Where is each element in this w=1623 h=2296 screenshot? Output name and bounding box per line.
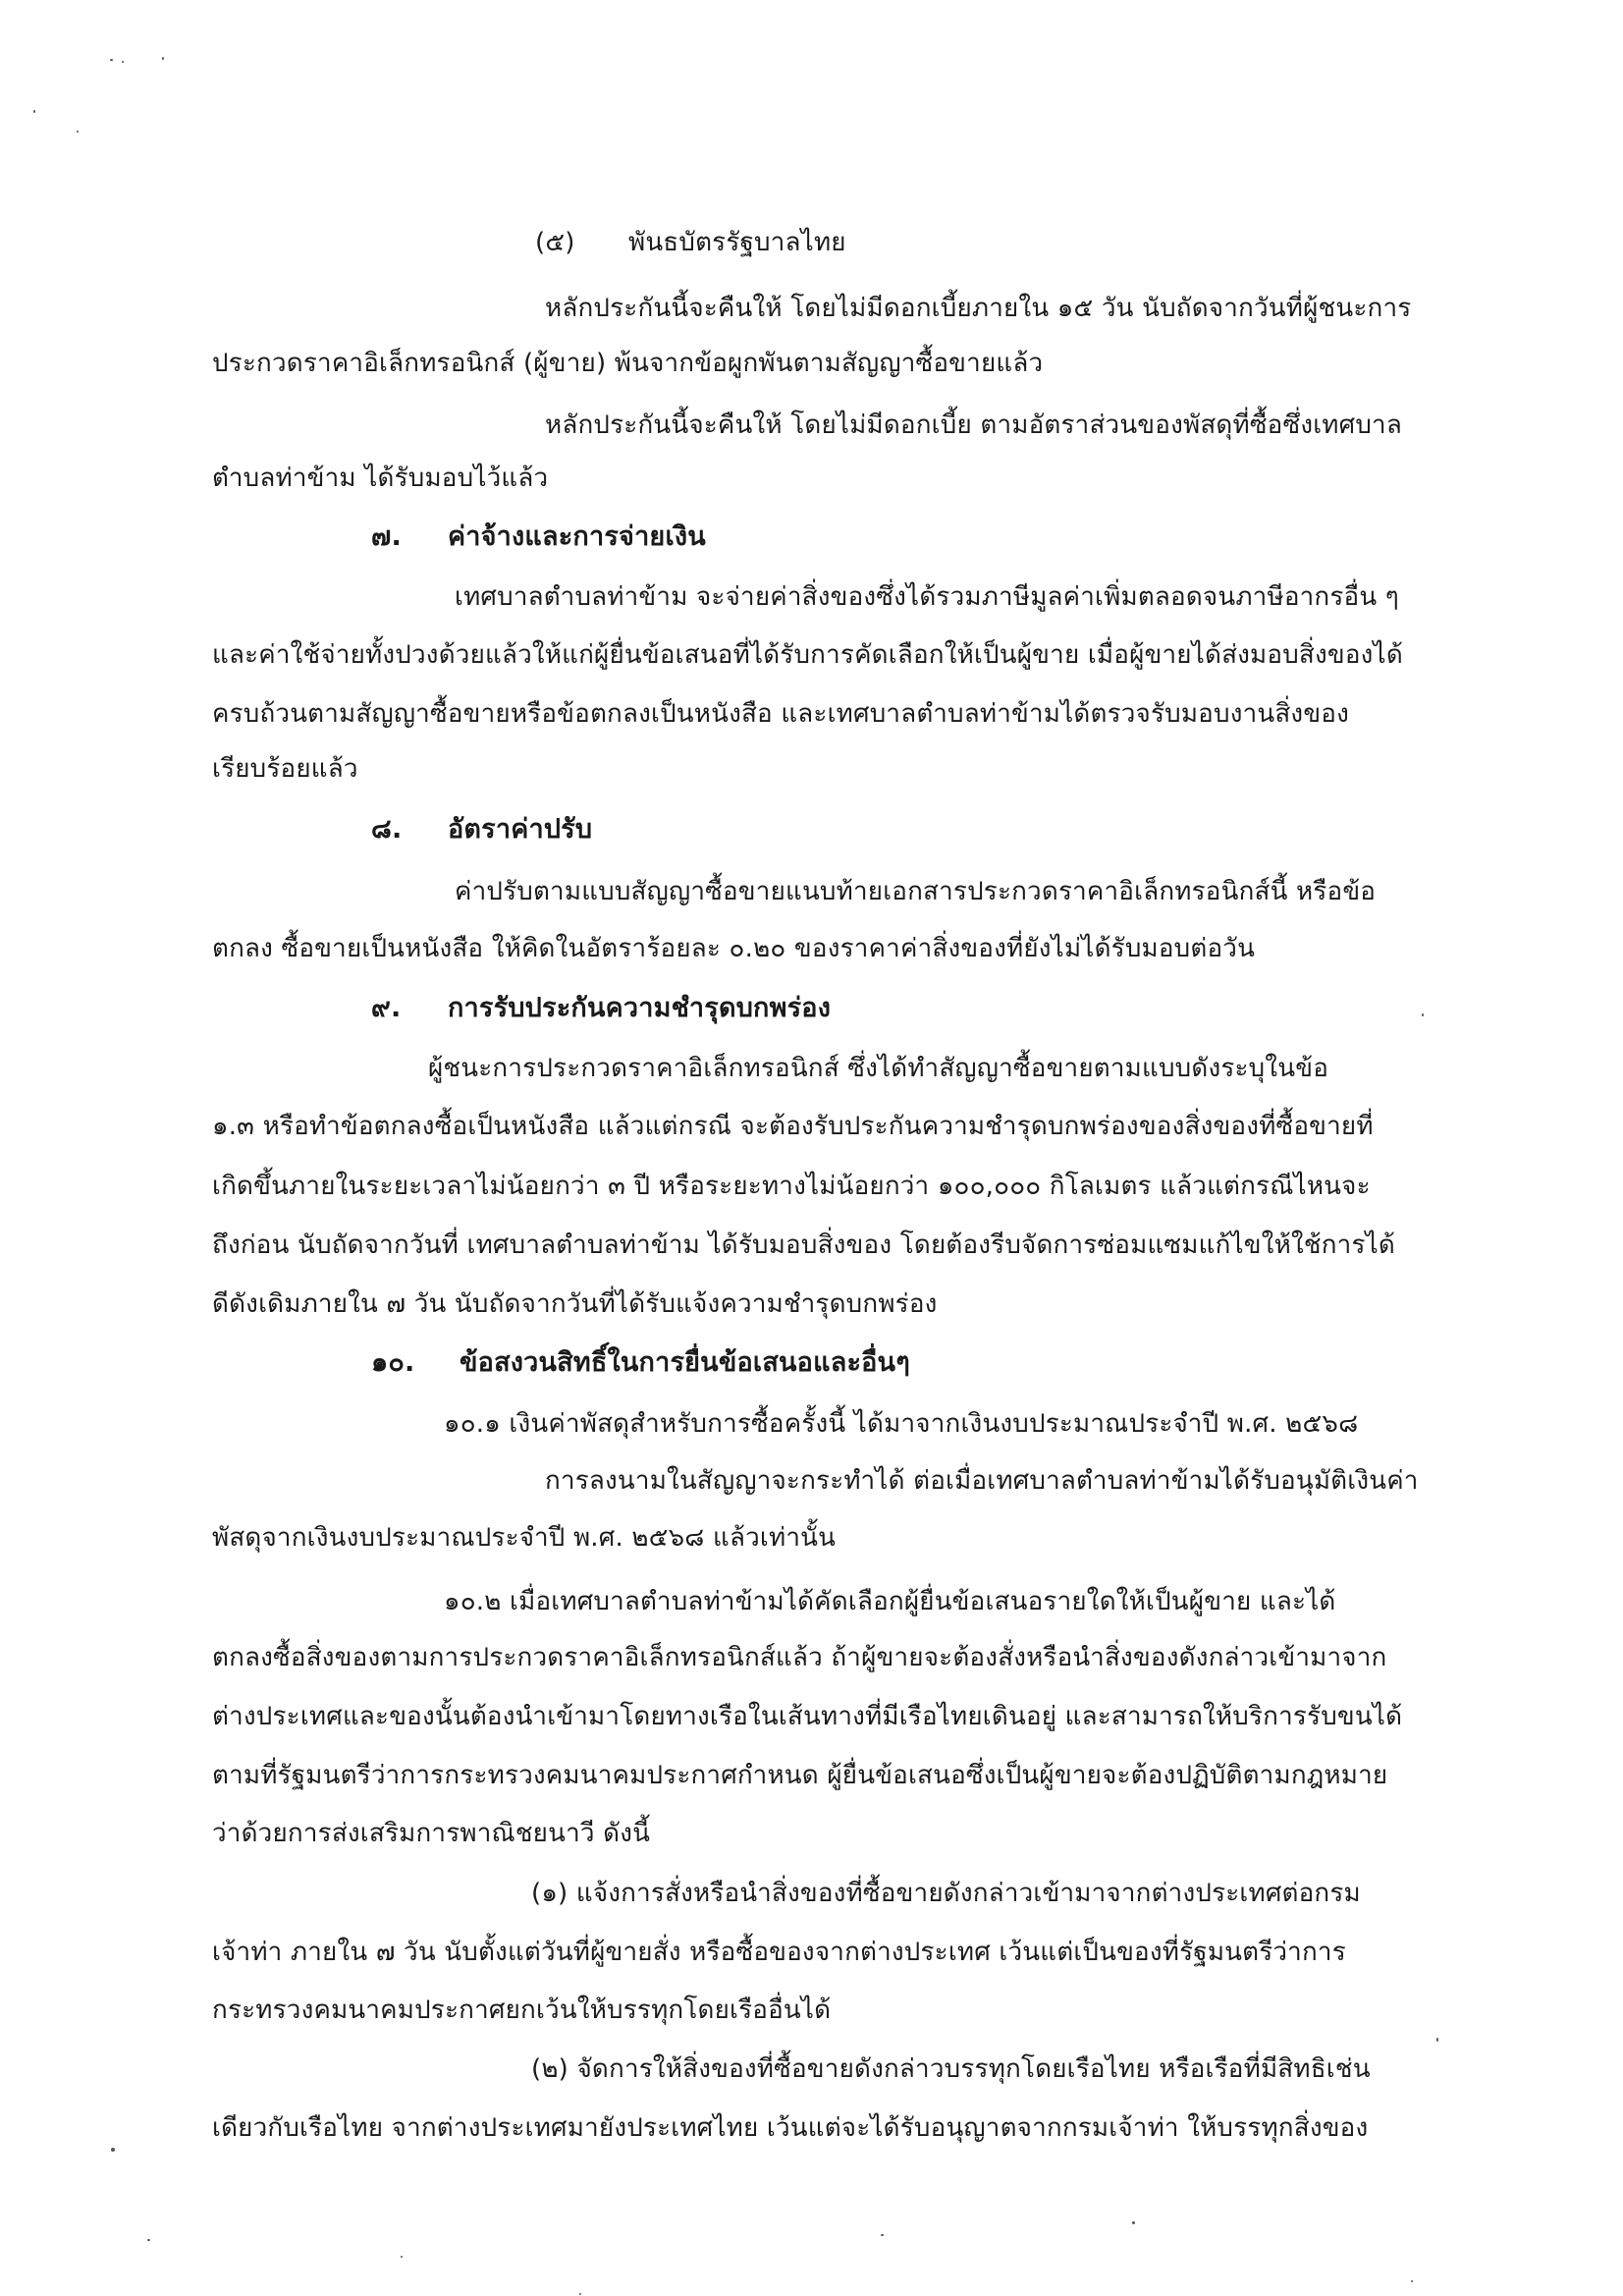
paragraph-line: ผู้ชนะการประกวดราคาอิเล็กทรอนิกส์ ซึ่งได้ทำสัญญาซื้อขายตามแบบดังระบุในข้อ [428, 1054, 1329, 1083]
scan-speck [1422, 1013, 1424, 1016]
paragraph-line: ๑๐.๑ เงินค่าพัสดุสำหรับการซื้อครั้งนี้ ได้มาจากเงินงบประมาณประจำปี พ.ศ. ๒๕๖๘ [444, 1409, 1359, 1439]
paragraph-line: ตกลงซื้อสิ่งของตามการประกวดราคาอิเล็กทรอนิกส์แล้ว ถ้าผู้ขายจะต้องสั่งหรือนำสิ่งของดังกล่าวเข้ามาจาก [212, 1643, 1387, 1672]
scan-speck [33, 110, 35, 113]
section-7-heading [371, 518, 706, 557]
scan-speck [401, 2256, 403, 2258]
paragraph-line: หลักประกันนี้จะคืนให้ โดยไม่มีดอกเบี้ย ตามอัตราส่วนของพัสดุที่ซื้อซึ่งเทศบาล [545, 410, 1402, 440]
paragraph-line: ตกลง ซื้อขายเป็นหนังสือ ให้คิดในอัตราร้อยละ ๐.๒๐ ของราคาค่าสิ่งของที่ยังไม่ได้รับมอบต่อวัน [212, 934, 1256, 963]
section-10-heading [371, 1343, 910, 1383]
item-5-number: (๕) [535, 228, 575, 257]
paragraph-line: ค่าปรับตามแบบสัญญาซื้อขายแนบท้ายเอกสารประกวดราคาอิเล็กทรอนิกส์นี้ หรือข้อ [455, 877, 1377, 906]
paragraph-line: ต่างประเทศและของนั้นต้องนำเข้ามาโดยทางเรือในเส้นทางที่มีเรือไทยเดินอยู่ และสามารถให้บริการรับขนได้ [212, 1702, 1403, 1731]
paragraph-line: เกิดขึ้นภายในระยะเวลาไม่น้อยกว่า ๓ ปี หรือระยะทางไม่น้อยกว่า ๑๐๐,๐๐๐ กิโลเมตร แล้วแต่กรณีไหนจะ [212, 1172, 1371, 1201]
section-9-number: ๙. [371, 993, 402, 1023]
paragraph-line: เดียวกับเรือไทย จากต่างประเทศมายังประเทศไทย เว้นแต่จะได้รับอนุญาตจากกรมเจ้าท่า ให้บรรทุกสิ่งของ [212, 2113, 1369, 2143]
scan-speck [122, 61, 124, 63]
paragraph-line: เจ้าท่า ภายใน ๗ วัน นับตั้งแต่วันที่ผู้ขายสั่ง หรือซื้อของจากต่างประเทศ เว้นแต่เป็นของที่รัฐมนตรีว่าการ [212, 1938, 1346, 1967]
paragraph-line: และค่าใช้จ่ายทั้งปวงด้วยแล้วให้แก่ผู้ยื่นข้อเสนอที่ได้รับการคัดเลือกให้เป็นผู้ขาย เมื่อผู้ขายได้ส่งมอบสิ่งของได้ [212, 640, 1403, 670]
section-7-title: ค่าจ้างและการจ่ายเงิน [448, 521, 706, 552]
scan-speck [147, 2239, 150, 2241]
paragraph-line: ดีดังเดิมภายใน ๗ วัน นับถัดจากวันที่ได้รับแจ้งความชำรุดบกพร่อง [212, 1289, 938, 1319]
scan-speck [110, 59, 113, 61]
section-10-number: ๑๐. [371, 1347, 415, 1378]
scan-speck [77, 131, 79, 133]
section-7-number: ๗. [371, 521, 402, 552]
scan-speck [579, 2293, 581, 2295]
section-10-title: ข้อสงวนสิทธิ์ในการยื่นข้อเสนอและอื่นๆ [460, 1347, 910, 1378]
scan-speck [1132, 2221, 1135, 2224]
paragraph-line: พัสดุจากเงินงบประมาณประจำปี พ.ศ. ๒๕๖๘ แล้วเท่านั้น [212, 1523, 837, 1553]
paragraph-line: ถึงก่อน นับถัดจากวันที่ เทศบาลตำบลท่าข้าม ได้รับมอบสิ่งของ โดยต้องรีบจัดการซ่อมแซมแก้ไขให้ใช้การได้ [212, 1230, 1396, 1260]
scan-speck [1411, 2280, 1413, 2282]
scan-speck [1436, 2038, 1438, 2042]
paragraph-line: ประกวดราคาอิเล็กทรอนิกส์ (ผู้ขาย) พ้นจากข้อผูกพันตามสัญญาซื้อขายแล้ว [212, 349, 1044, 378]
paragraph-line: ๑๐.๒ เมื่อเทศบาลตำบลท่าข้ามได้คัดเลือกผู้ยื่นข้อเสนอรายใดให้เป็นผู้ขาย และได้ [444, 1587, 1336, 1616]
paragraph-line: การลงนามในสัญญาจะกระทำได้ ต่อเมื่อเทศบาลตำบลท่าข้ามได้รับอนุมัติเงินค่า [545, 1466, 1419, 1496]
paragraph-line: ๑.๓ หรือทำข้อตกลงซื้อเป็นหนังสือ แล้วแต่กรณี จะต้องรับประกันความชำรุดบกพร่องของสิ่งของที่ซื้อขายที่ [212, 1112, 1374, 1141]
paragraph-line: (๒) จัดการให้สิ่งของที่ซื้อขายดังกล่าวบรรทุกโดยเรือไทย หรือเรือที่มีสิทธิเช่น [531, 2054, 1371, 2084]
paragraph-line: ตำบลท่าข้าม ได้รับมอบไว้แล้ว [212, 464, 549, 493]
paragraph-line: ครบถ้วนตามสัญญาซื้อขายหรือข้อตกลงเป็นหนังสือ และเทศบาลตำบลท่าข้ามได้ตรวจรับมอบงานสิ่งของ [212, 699, 1350, 729]
item-5-text: พันธบัตรรัฐบาลไทย [628, 228, 846, 257]
paragraph-line: เรียบร้อยแล้ว [212, 754, 358, 784]
paragraph-line: หลักประกันนี้จะคืนให้ โดยไม่มีดอกเบี้ยภายใน ๑๕ วัน นับถัดจากวันที่ผู้ชนะการ [545, 294, 1412, 323]
item-5-line [535, 223, 846, 262]
section-9-heading [371, 989, 831, 1028]
section-9-title: การรับประกันความชำรุดบกพร่อง [448, 993, 832, 1023]
paragraph-line: กระทรวงคมนาคมประกาศยกเว้นให้บรรทุกโดยเรืออื่นได้ [212, 1995, 832, 2025]
paragraph-line: ตามที่รัฐมนตรีว่าการกระทรวงคมนาคมประกาศกำหนด ผู้ยื่นข้อเสนอซึ่งเป็นผู้ขายจะต้องปฏิบัติตามกฎหมาย [212, 1761, 1388, 1790]
section-8-title: อัตราค่าปรับ [448, 814, 593, 845]
section-8-number: ๘. [371, 814, 403, 845]
scan-speck [162, 57, 164, 60]
scan-speck [881, 2234, 884, 2236]
paragraph-line: เทศบาลตำบลท่าข้าม จะจ่ายค่าสิ่งของซึ่งได้รวมภาษีมูลค่าเพิ่มตลอดจนภาษีอากรอื่น ๆ [455, 582, 1399, 612]
paragraph-line: (๑) แจ้งการสั่งหรือนำสิ่งของที่ซื้อขายดังกล่าวเข้ามาจากต่างประเทศต่อกรม [531, 1879, 1361, 1908]
scan-speck [111, 2148, 115, 2152]
section-8-heading [371, 810, 592, 849]
paragraph-line: ว่าด้วยการส่งเสริมการพาณิชยนาวี ดังนี้ [212, 1819, 651, 1848]
